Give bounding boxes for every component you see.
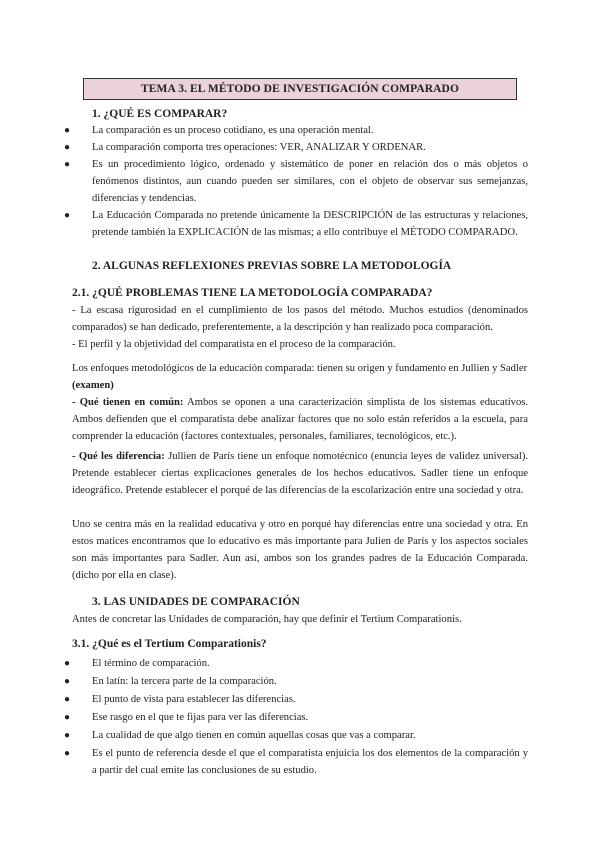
s2-approaches-paragraph (72, 360, 528, 394)
s1-bullet-2: La comparación comporta tres operaciones: VER, ANALIZAR Y ORDENAR. (92, 142, 426, 153)
s2-approaches-text: Los enfoques metodológicos de la educación comparada: tienen su origen y fundamento en Jullien y Sadler (72, 363, 528, 374)
bullet-icon: ● (64, 676, 71, 687)
s1-bullet-1: La comparación es un proceso cotidiano, es una operación mental. (92, 125, 374, 136)
page-title: TEMA 3. EL MÉTODO DE INVESTIGACIÓN COMPARADO (83, 78, 517, 100)
bullet-icon: ● (64, 125, 71, 136)
common-text: Ambos se oponen a una caracterización simplista de los sistemas educativos. Ambos defienden que el comparatista debe analizar factores que no solo están referidos a la escuela, para comprender la educación (factores contextuales, personales, familiares, tecnológicos, etc.). (72, 397, 529, 442)
bullet-icon: ● (64, 159, 71, 170)
s3-intro: Antes de concretar las Unidades de comparación, hay que definir el Tertium Comparationis. (72, 614, 462, 625)
bullet-icon: ● (64, 730, 71, 741)
bullet-icon: ● (64, 142, 71, 153)
s3-bullet-4: Ese rasgo en el que te fijas para ver las diferencias. (92, 712, 309, 723)
s2-common-paragraph (72, 394, 528, 445)
s2-differences-paragraph (72, 448, 528, 499)
s3-bullet-5: La cualidad de que algo tienen en común aquellas cosas que vas a comparar. (92, 730, 416, 741)
s2-summary-paragraph: Uno se centra más en la realidad educativa y otro en porqué hay diferencias entre una sociedad y otra. En estos matices encontramos que lo educativo es más importante para Julien de París y los aspectos sociales son más importantes para Sadler. Aun así, ambos son los grandes padres de la Educación Comparada. (dicho por ella en clase). (72, 519, 528, 581)
differences-text: Jullien de París tiene un enfoque nomotécnico (enuncia leyes de validez universal). Pretende establecer ciertas explicaciones generales de los hechos educativos. Sadler tiene un enfoque ideográfico. Pretende establecer el porqué de las diferencias de la escolarización entre una sociedad y otra. (72, 451, 529, 496)
s1-bullet-3: Es un procedimiento lógico, ordenado y sistemático de poner en relación dos o más objetos o fenómenos distintos, aun cuando pueden ser similares, con el objeto de observar sus semejanzas, diferencias y tendencias. (92, 159, 528, 204)
section-2-1-heading: 2.1. ¿QUÉ PROBLEMAS TIENE LA METODOLOGÍA COMPARADA? (72, 287, 433, 299)
common-label: - Qué tienen en común: (72, 397, 184, 408)
bullet-icon: ● (64, 712, 71, 723)
s1-bullet-4: La Educación Comparada no pretende únicamente la DESCRIPCIÓN de las estructuras y relaciones, pretende también la EXPLICACIÓN de las mismas; a ello contribuye el MÉTODO COMPARADO. (92, 210, 528, 238)
s2-problem-1: - La escasa rigurosidad en el cumplimiento de los pasos del método. Muchos estudios (denominados comparados) se han dedicado, preferentemente, a la descripción y han realizado poca comparación. (72, 305, 528, 333)
bullet-icon: ● (64, 658, 71, 669)
differences-label: - Qué les diferencia: (72, 451, 165, 462)
section-3-1-heading: 3.1. ¿Qué es el Tertium Comparationis? (72, 638, 267, 650)
s3-bullet-6: Es el punto de referencia desde el que el comparatista enjuicia los dos elementos de la comparación y a partir del cual emite las conclusiones de su estudio. (92, 748, 528, 776)
s3-bullet-2: En latín: la tercera parte de la comparación. (92, 676, 277, 687)
bullet-icon: ● (64, 748, 71, 759)
bullet-icon: ● (64, 210, 71, 221)
exam-note: (examen) (72, 380, 114, 391)
section-2-heading: 2. ALGUNAS REFLEXIONES PREVIAS SOBRE LA METODOLOGÍA (92, 260, 452, 272)
s3-bullet-3: El punto de vista para establecer las diferencias. (92, 694, 296, 705)
bullet-icon: ● (64, 694, 71, 705)
section-3-heading: 3. LAS UNIDADES DE COMPARACIÓN (92, 596, 300, 608)
s2-problem-2: - El perfil y la objetividad del comparatista en el proceso de la comparación. (72, 339, 396, 350)
section-1-heading: 1. ¿QUÉ ES COMPARAR? (92, 108, 228, 120)
s3-bullet-1: El término de comparación. (92, 658, 210, 669)
